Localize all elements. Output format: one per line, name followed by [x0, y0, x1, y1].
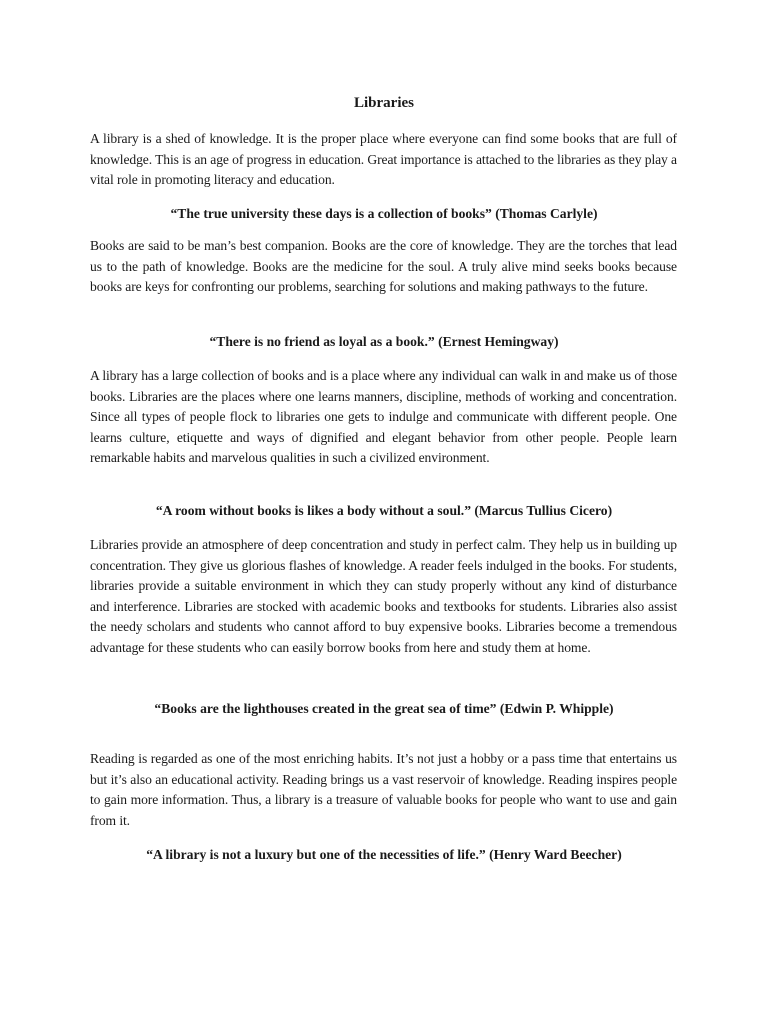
paragraph-library-collection: A library has a large collection of books and is a place where any individual can walk in and make us of those books. Libraries are the places where one learns manners, discipline, methods of working and concentration. Since all types of people flock to libraries one gets to indulge and communicate with different people. One learns culture, etiquette and ways of dignified and elegant behavior from other people. People learn remarkable habits and marvelous qualities in such a civilized environment. [90, 368, 677, 466]
quote-thomas-carlyle: “The true university these days is a collection of books” (Thomas Carlyle) [170, 206, 598, 221]
paragraph-concentration: Libraries provide an atmosphere of deep concentration and study in perfect calm. They help us in building up concentration. They give us glorious flashes of knowledge. A reader feels indulged in the books. For students, libraries provide a suitable environment in which they can study properly without any kind of disturbance and interference. Libraries are stocked with academic books and textbooks for students. Libraries also assist the needy scholars and students who cannot afford to buy expensive books. Libraries become a tremendous advantage for these students who can easily borrow books from here and study them at home. [90, 537, 677, 655]
paragraph-books-companion: Books are said to be man’s best companion. Books are the core of knowledge. They are the torches that lead us to the path of knowledge. Books are the medicine for the soul. A truly alive mind seeks books because books are keys for confronting our problems, searching for solutions and making pathways to the future. [90, 238, 677, 295]
quote-ernest-hemingway: “There is no friend as loyal as a book.” (Ernest Hemingway) [209, 334, 559, 349]
quote-edwin-whipple: “Books are the lighthouses created in the great sea of time” (Edwin P. Whipple) [154, 701, 614, 716]
paragraph-reading-habit: Reading is regarded as one of the most enriching habits. It’s not just a hobby or a pass time that entertains us but it’s also an educational activity. Reading brings us a vast reservoir of knowledge. Reading inspires people to gain more information. Thus, a library is a treasure of valuable books for people who want to use and gain from it. [90, 751, 677, 828]
paragraph-intro: A library is a shed of knowledge. It is the proper place where everyone can find some books that are full of knowledge. This is an age of progress in education. Great importance is attached to the libraries as they play a vital role in promoting literacy and education. [90, 131, 677, 188]
document-title: Libraries [354, 95, 414, 111]
quote-marcus-tullius-cicero: “A room without books is likes a body without a soul.” (Marcus Tullius Cicero) [155, 503, 613, 518]
quote-henry-ward-beecher: “A library is not a luxury but one of the necessities of life.” (Henry Ward Beecher) [146, 847, 622, 862]
